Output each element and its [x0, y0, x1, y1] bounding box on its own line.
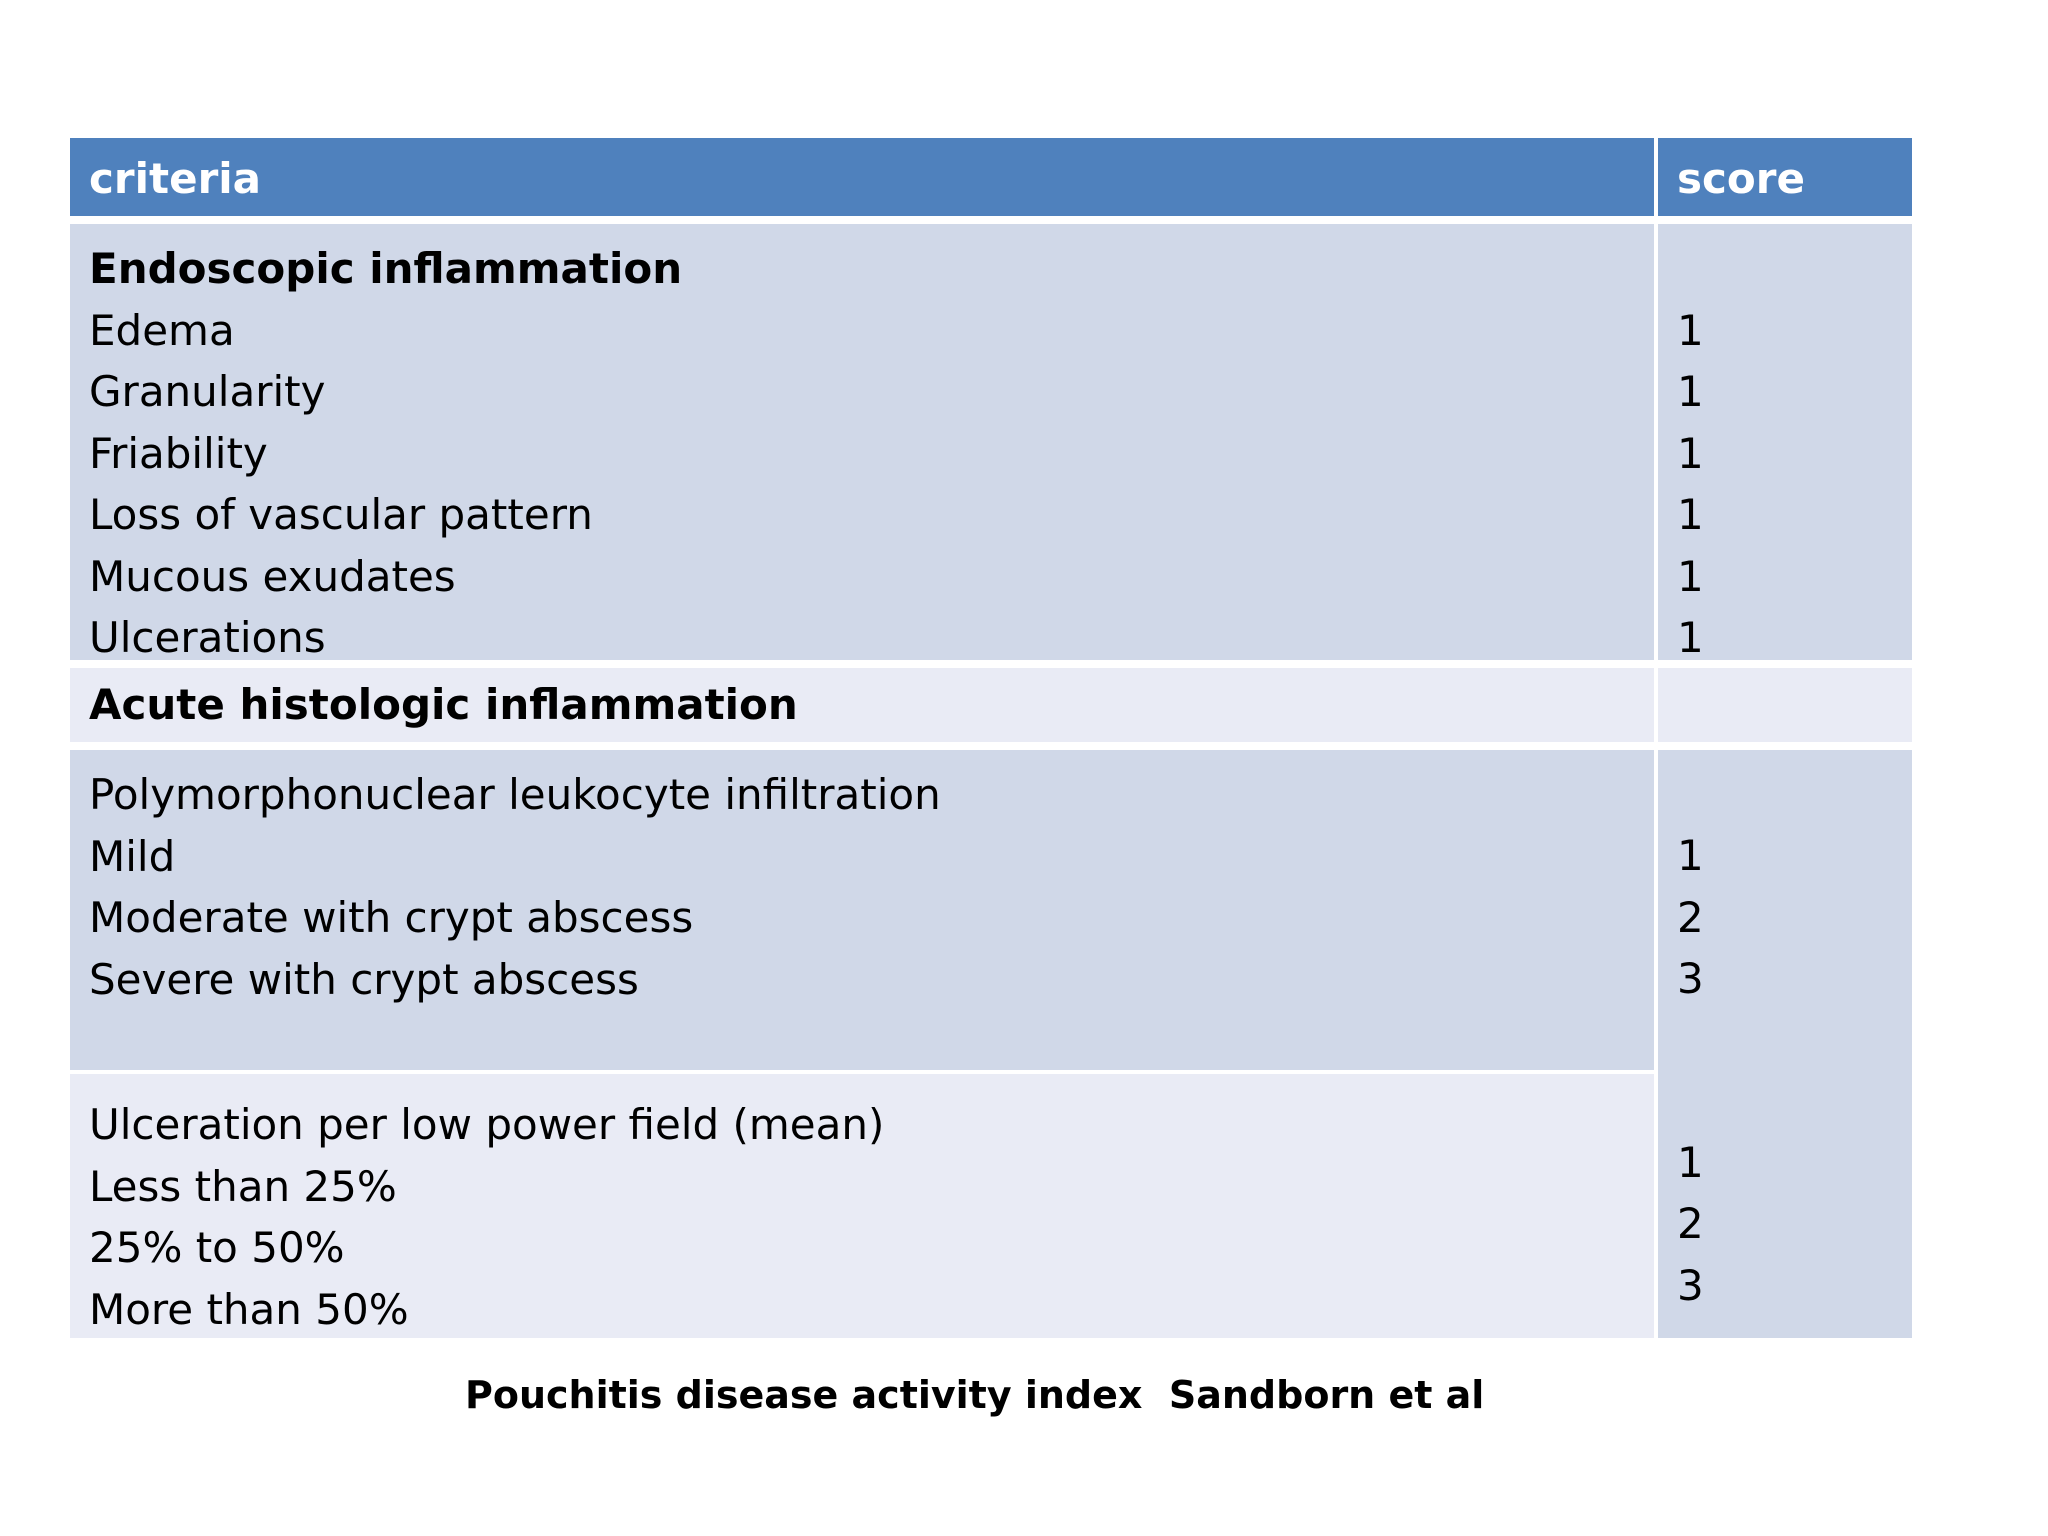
table-caption: Pouchitis disease activity index Sandborn et al — [465, 1373, 1485, 1417]
criterion-severe: Severe with crypt abscess — [89, 954, 639, 1004]
criterion-edema: Edema — [89, 305, 235, 355]
criterion-loss-of-vascular-pattern: Loss of vascular pattern — [89, 490, 593, 539]
criterion-less-than-25: Less than 25% — [89, 1161, 397, 1211]
score-mild: 1 — [1677, 831, 1704, 880]
score-ulcerations: 1 — [1677, 613, 1704, 662]
score-friability: 1 — [1677, 428, 1704, 478]
histologic-criteria-cell — [70, 668, 1654, 742]
criterion-mucous-exudates: Mucous exudates — [89, 551, 456, 601]
pmn-title: Polymorphonuclear leukocyte infiltration — [89, 770, 941, 819]
endoscopic-section — [70, 224, 1912, 660]
score-granularity: 1 — [1677, 367, 1704, 416]
histologic-detail-section — [70, 750, 1912, 1338]
histologic-title: Acute histologic inflammation — [89, 680, 798, 729]
endoscopic-score-cell — [1658, 224, 1912, 660]
criterion-ulcerations: Ulcerations — [89, 613, 326, 662]
score-header: score — [1658, 138, 1912, 216]
criterion-granularity: Granularity — [89, 367, 326, 416]
score-gap — [1677, 1010, 1912, 1132]
histologic-detail-score-cell — [1658, 750, 1912, 1338]
score-more-than-50: 3 — [1677, 1260, 1704, 1310]
pdai-table — [70, 138, 1912, 1338]
score-spacer — [1677, 238, 1912, 300]
endoscopic-criteria-cell — [70, 224, 1654, 660]
histologic-section — [70, 668, 1912, 742]
criterion-moderate: Moderate with crypt abscess — [89, 893, 694, 942]
score-moderate: 2 — [1677, 892, 1704, 942]
criterion-mild: Mild — [89, 831, 176, 881]
histologic-detail-criteria — [70, 750, 1654, 1338]
ulceration-title: Ulceration per low power field (mean) — [89, 1100, 885, 1149]
score-25-to-50: 2 — [1677, 1199, 1704, 1248]
criterion-more-than-50: More than 50% — [89, 1284, 409, 1334]
endoscopic-title: Endoscopic inflammation — [89, 244, 683, 293]
table-header-row — [70, 138, 1912, 216]
score-edema: 1 — [1677, 305, 1704, 355]
criterion-friability: Friability — [89, 428, 268, 478]
score-less-than-25: 1 — [1677, 1137, 1704, 1187]
score-severe: 3 — [1677, 954, 1704, 1003]
histologic-score-cell — [1658, 668, 1912, 742]
criteria-header: criteria — [70, 138, 1654, 216]
pmn-criteria-cell — [70, 750, 1654, 1070]
score-mucous-exudates: 1 — [1677, 551, 1704, 601]
score-loss-of-vascular-pattern: 1 — [1677, 490, 1704, 539]
criterion-25-to-50: 25% to 50% — [89, 1223, 345, 1272]
ulceration-criteria-cell — [70, 1074, 1654, 1338]
